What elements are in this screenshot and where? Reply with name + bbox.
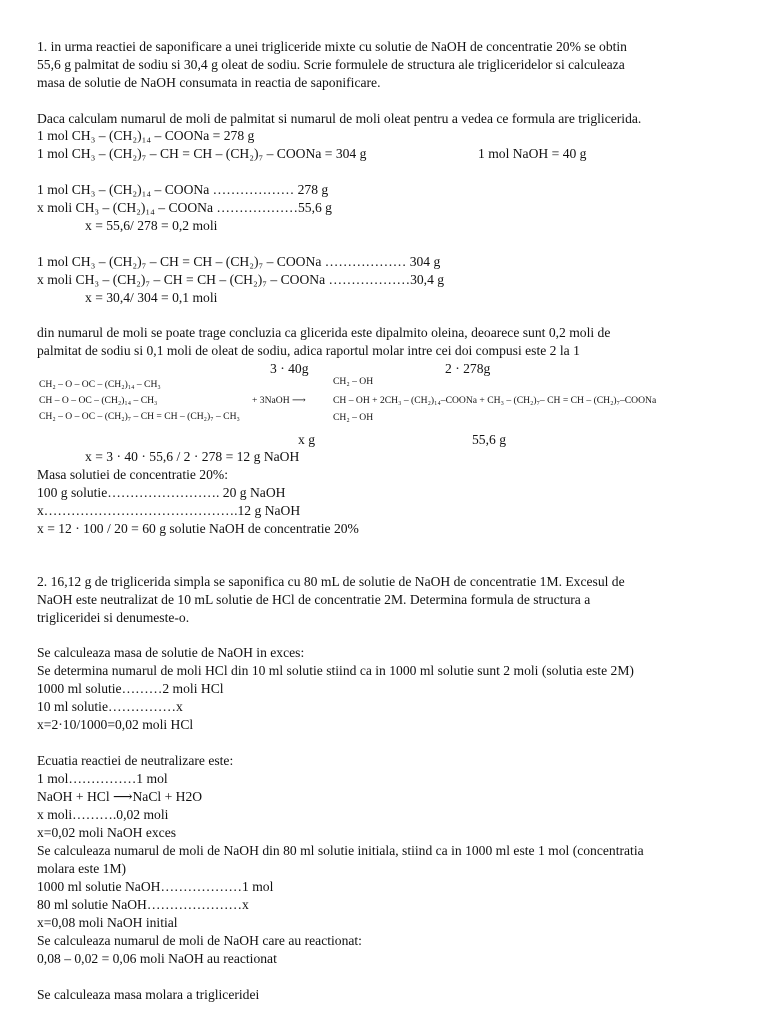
naoh-reacted-result: 0,08 – 0,02 = 0,06 moli NaOH au reactionat xyxy=(37,951,277,966)
mass-solution-line2: x…………………………………….12 g NaOH xyxy=(37,503,301,518)
hcl-calc-line3: 1000 ml solutie………2 moli HCl xyxy=(37,681,224,696)
palmitate-calc-line2: x moli CH₃ – (CH₂)₁₄ – COONa ………………55,6 g xyxy=(37,200,332,215)
problem1-statement-line1: 1. in urma reactiei de saponificare a unei trigliceride mixte cu solutie de NaOH de concentratie 20% se obtin xyxy=(37,39,627,54)
neutralization-line1: Ecuatia reactiei de neutralizare este: xyxy=(37,753,234,768)
naoh-initial-line4: 80 ml solutie NaOH…………………x xyxy=(37,897,249,912)
triglyceride-line2: CH – O – OC – (CH₂)₁₄ – CH₃ xyxy=(39,395,158,406)
naoh-initial-line1: Se calculeaza numarul de moli de NaOH din 80 ml solutie initiala, stiind ca in 1000 ml este 1 mol (concentratia xyxy=(37,843,644,858)
naoh-mass-result: x = 3 · 40 · 55,6 / 2 · 278 = 12 g NaOH xyxy=(85,449,300,464)
conclusion-line1: din numarul de moli se poate trage concluzia ca glicerida este dipalmito oleina, deoarece sunt 0,2 moli de xyxy=(37,325,611,340)
problem2-statement-line1: 2. 16,12 g de triglicerida simpla se saponifica cu 80 mL de solutie de NaOH de concentratie 1M. Excesul de xyxy=(37,574,625,589)
glycerol-line1: CH₂ – OH xyxy=(333,376,374,387)
molar-mass-naoh: 1 mol NaOH = 40 g xyxy=(478,146,587,161)
equation-below-naoh: x g xyxy=(298,432,315,447)
oleate-calc-line1: 1 mol CH₃ – (CH₂)₇ – CH = CH – (CH₂)₇ – COONa ……………… 304 g xyxy=(37,254,441,269)
hcl-calc-line2: Se determina numarul de moli HCl din 10 ml solutie stiind ca in 1000 ml solutie sunt 2 moli (solutia este 2M) xyxy=(37,663,634,678)
neutralization-line4: x moli……….0,02 moli xyxy=(37,807,169,822)
molar-mass-oleate: 1 mol CH₃ – (CH₂)₇ – CH = CH – (CH₂)₇ – COONa = 304 g xyxy=(37,146,367,161)
equation-above-salt: 2 · 278g xyxy=(445,361,491,376)
triglyceride-line3: CH₂ – O – OC – (CH₂)₇ – CH = CH – (CH₂)₇ – CH₃ xyxy=(39,411,240,422)
naoh-reacted-line1: Se calculeaza numarul de moli de NaOH care au reactionat: xyxy=(37,933,362,948)
molar-mass-heading: Se calculeaza masa molara a trigliceridei xyxy=(37,987,260,1002)
hcl-calc-line4: 10 ml solutie……………x xyxy=(37,699,183,714)
triglyceride-line1: CH₂ – O – OC – (CH₂)₁₄ – CH₃ xyxy=(39,379,161,390)
equation-reagent-naoh: + 3NaOH ⟶ xyxy=(252,395,306,406)
conclusion-line2: palmitat de sodiu si 0,1 moli de oleat de sodiu, adica raportul molar intre cei doi compusi este 2 la 1 xyxy=(37,343,580,358)
naoh-initial-line2: molara este 1M) xyxy=(37,861,127,876)
mass-solution-title: Masa solutiei de concentratie 20%: xyxy=(37,467,229,482)
neutralization-equation: NaOH + HCl ⟶NaCl + H2O xyxy=(37,789,203,804)
oleate-calc-line2: x moli CH₃ – (CH₂)₇ – CH = CH – (CH₂)₇ – COONa ………………30,4 g xyxy=(37,272,445,287)
problem1-statement-line2: 55,6 g palmitat de sodiu si 30,4 g oleat de sodiu. Scrie formulele de structura ale trigliceridelor si calculeaza xyxy=(37,57,625,72)
mass-solution-line1: 100 g solutie……………………. 20 g NaOH xyxy=(37,485,286,500)
naoh-excess-result: x=0,02 moli NaOH exces xyxy=(37,825,177,840)
naoh-initial-result: x=0,08 moli NaOH initial xyxy=(37,915,178,930)
naoh-initial-line3: 1000 ml solutie NaOH………………1 mol xyxy=(37,879,274,894)
palmitate-calc-line1: 1 mol CH₃ – (CH₂)₁₄ – COONa ……………… 278 g xyxy=(37,182,329,197)
hcl-calc-line1: Se calculeaza masa de solutie de NaOH in exces: xyxy=(37,645,305,660)
problem2-statement-line2: NaOH este neutralizat de 10 mL solutie de HCl de concentratie 2M. Determina formula de structura a xyxy=(37,592,591,607)
equation-above-naoh: 3 · 40g xyxy=(270,361,309,376)
problem1-intro: Daca calculam numarul de moli de palmitat si numarul de moli oleat pentru a vedea ce formula are triglicerida. xyxy=(37,111,642,126)
glycerol-products-line: CH – OH + 2CH₃ – (CH₂)₁₄–COONa + CH₃ – (CH₂)₇– CH = CH – (CH₂)₇–COONa xyxy=(333,395,657,406)
glycerol-line3: CH₂ – OH xyxy=(333,412,374,423)
palmitate-calc-result: x = 55,6/ 278 = 0,2 moli xyxy=(85,218,218,233)
oleate-calc-result: x = 30,4/ 304 = 0,1 moli xyxy=(85,290,218,305)
problem1-statement-line3: masa de solutie de NaOH consumata in reactia de saponificare. xyxy=(37,75,381,90)
neutralization-line2: 1 mol……………1 mol xyxy=(37,771,168,786)
hcl-calc-result: x=2·10/1000=0,02 moli HCl xyxy=(37,717,194,732)
equation-below-salt: 55,6 g xyxy=(472,432,506,447)
molar-mass-palmitate: 1 mol CH₃ – (CH₂)₁₄ – COONa = 278 g xyxy=(37,128,255,143)
mass-solution-result: x = 12 · 100 / 20 = 60 g solutie NaOH de concentratie 20% xyxy=(37,521,359,536)
problem2-statement-line3: trigliceridei si denumeste-o. xyxy=(37,610,190,625)
